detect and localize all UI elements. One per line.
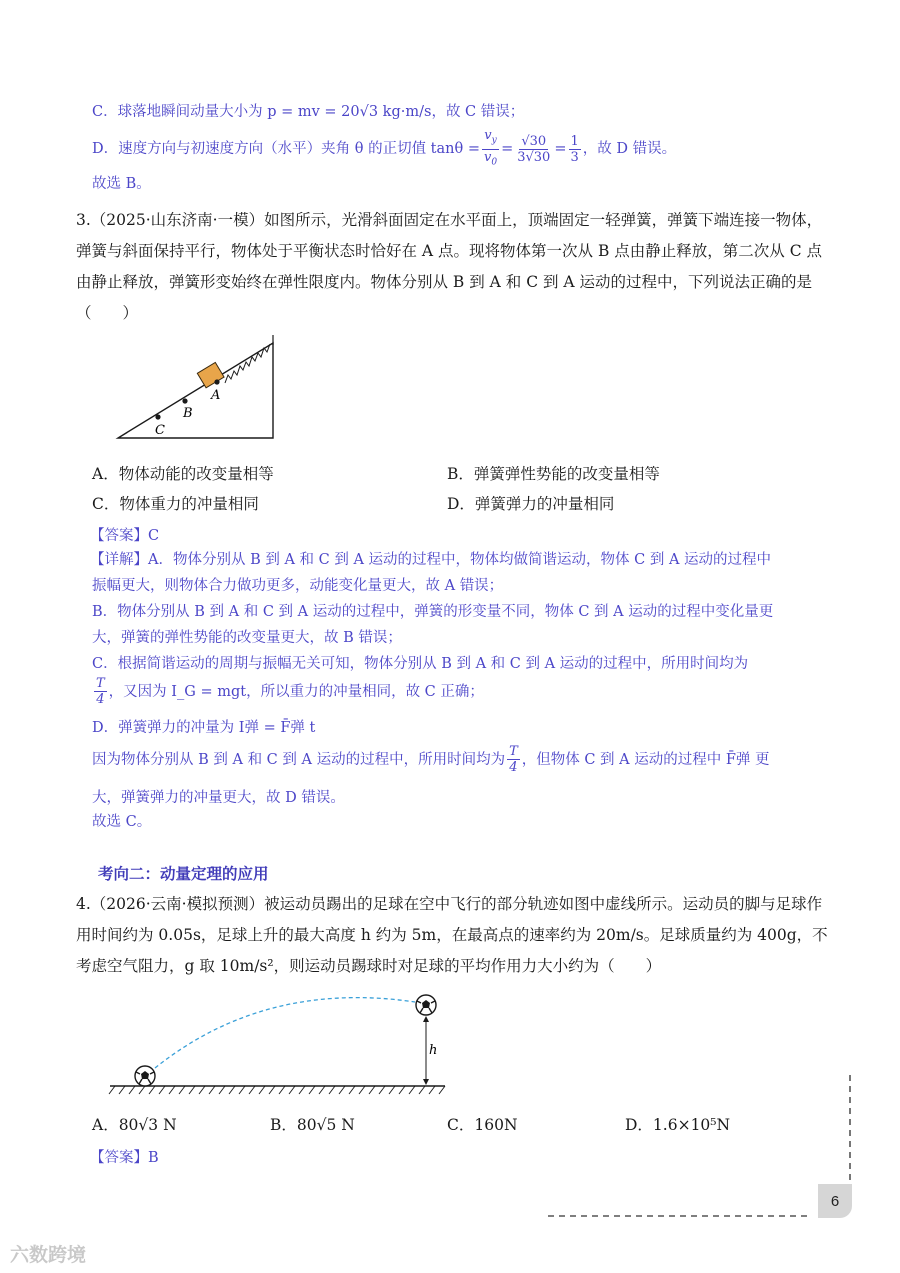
fraction-sqrt30: $\frac{√30}{3√30}$	[517, 133, 551, 165]
page-number: 6	[818, 1184, 852, 1218]
q3-detail-l10: 故选 C。	[92, 814, 152, 830]
point-b-dot	[182, 398, 187, 403]
q4-figure-trajectory	[105, 990, 455, 1095]
q3-detail-l3: B．物体分别从 B 到 A 和 C 到 A 运动的过程中，弹簧的形变量不同，物体 C 到 A 运动的过程中变化量更	[92, 604, 774, 620]
prev-conclusion: 故选 B。	[92, 176, 151, 192]
q3-detail-l9: 大，弹簧弹力的冲量更大，故 D 错误。	[92, 790, 345, 806]
trajectory-dashed	[155, 998, 415, 1068]
ball-top-icon	[416, 995, 436, 1015]
prev-solution-c: C．球落地瞬间动量大小为 p = mv = 20√3 kg·m/s，故 C 错误；	[92, 104, 525, 120]
q3-detail-l8: 因为物体分别从 B 到 A 和 C 到 A 运动的过程中，所用时间均为 $\frac{T}{4}$ ，但物体 C 到 A 运动的过程中 F̄弹 更	[92, 744, 770, 775]
q3-option-d: D．弹簧弹力的冲量相同	[447, 495, 615, 513]
q3-stem: 3.（2025·山东济南·一模）如图所示，光滑斜面固定在水平面上，顶端固定一轻弹簧，弹簧下端连接一物体，弹簧与斜面保持平行，物体处于平衡状态时恰好在 A 点。现将物体第一次从 B 点由静止释放，第二次从 C 点由静止释放，弹簧形变始终在弹性限度内。物体分别从 B 到 A 和 C 到 A 运动的过程中，下列说法正确的是（ ）	[76, 211, 823, 322]
label-h: h	[429, 1043, 438, 1058]
incline-triangle	[118, 343, 273, 438]
q3-option-b: B．弹簧弹性势能的改变量相等	[447, 465, 660, 483]
fraction-t-over-4: $\frac{T}{4}$	[96, 676, 105, 707]
q4-option-b: B．80√5 N	[270, 1116, 355, 1134]
q4-answer: 【答案】B	[90, 1150, 159, 1166]
page-corner-border	[540, 1075, 860, 1225]
label-c: C	[155, 423, 165, 438]
section-heading: 考向二：动量定理的应用	[98, 864, 269, 883]
label-a: A	[211, 388, 221, 403]
q3-detail-l4: 大，弹簧的弹性势能的改变量更大，故 B 错误；	[92, 630, 402, 646]
point-a-dot	[214, 379, 219, 384]
block-object	[197, 362, 224, 387]
q3-figure-incline	[110, 335, 285, 445]
prev-solution-d: D．速度方向与初速度方向（水平）夹角 θ 的正切值 tanθ = $\frac{v_y}{v_0}$ = $\frac{√30}{3√30}$ = $\frac{1}{3}$ ，故 D 错误。	[92, 128, 676, 170]
q4-option-c: C．160N	[447, 1116, 518, 1134]
q3-detail-l2: 振幅更大，则物体合力做功更多，动能变化量更大，故 A 错误；	[92, 578, 504, 594]
prev-solution-d-pre: D．速度方向与初速度方向（水平）夹角 θ 的正切值 tanθ =	[92, 141, 480, 158]
ball-start-icon	[135, 1066, 155, 1086]
ground-hatching	[109, 1086, 445, 1094]
watermark-logo: 六数跨境	[10, 1245, 87, 1266]
q4-option-a: A．80√3 N	[92, 1116, 177, 1134]
q3-detail-l6: $\frac{T}{4}$ ，又因为 I_G = mgt，所以重力的冲量相同，故 C 正确；	[96, 676, 484, 707]
q3-detail-l5: C．根据简谐运动的周期与振幅无关可知，物体分别从 B 到 A 和 C 到 A 运动的过程中，所用时间均为	[92, 656, 749, 672]
q4-option-d: D．1.6×10⁵N	[625, 1116, 731, 1134]
fraction-t-over-4-b: $\frac{T}{4}$	[509, 744, 518, 775]
prev-solution-d-post: ，故 D 错误。	[582, 141, 677, 158]
spring-coil	[225, 344, 270, 383]
q3-option-a: A．物体动能的改变量相等	[92, 465, 274, 483]
fraction-one-third: $\frac{1}{3}$	[570, 133, 579, 165]
q3-detail-l1: 【详解】A．物体分别从 B 到 A 和 C 到 A 运动的过程中，物体均做简谐运动，物体 C 到 A 运动的过程中	[90, 552, 772, 568]
height-arrow-bottom-head	[423, 1079, 429, 1085]
q3-answer: 【答案】C	[90, 528, 160, 544]
fraction-vy-v0: $\frac{v_y}{v_0}$	[483, 128, 498, 168]
q3-option-c: C．物体重力的冲量相同	[92, 495, 259, 513]
height-arrow-top-head	[423, 1016, 429, 1022]
point-c-dot	[155, 414, 160, 419]
q3-detail-l7: D．弹簧弹力的冲量为 I弹 = F̄弹 t	[92, 720, 316, 736]
q4-stem: 4.（2026·云南·模拟预测）被运动员踢出的足球在空中飞行的部分轨迹如图中虚线所示。运动员的脚与足球作用时间约为 0.05s，足球上升的最大高度 h 约为 5m，在最高点的速率约为 20m/s。足球质量约为 400g，不考虑空气阻力，g 取 10m/s²，则运动员踢球时对足球的平均作用力大小约为（ ）	[76, 895, 828, 975]
label-b: B	[183, 406, 193, 421]
